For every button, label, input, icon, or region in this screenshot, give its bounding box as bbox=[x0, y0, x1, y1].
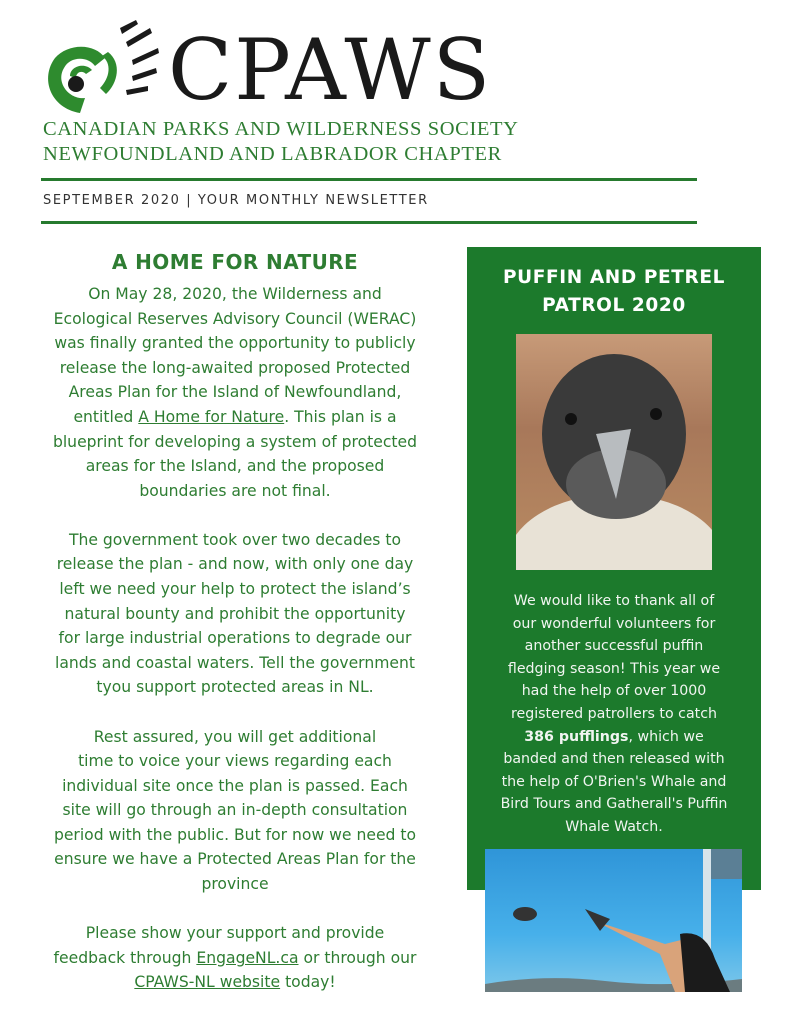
cpaws-logo-icon bbox=[40, 18, 170, 118]
text: today! bbox=[280, 973, 336, 992]
chapter-name: NEWFOUNDLAND AND LABRADOR CHAPTER bbox=[43, 143, 502, 165]
issue-line: SEPTEMBER 2020 | YOUR MONTHLY NEWSLETTER bbox=[43, 193, 429, 208]
main-article bbox=[26, 250, 444, 1019]
sidebar-text bbox=[467, 590, 761, 839]
release-photo bbox=[485, 849, 742, 992]
pufflings-count: 386 pufflings bbox=[524, 728, 629, 745]
org-name: CANADIAN PARKS AND WILDERNESS SOCIETY bbox=[43, 118, 519, 140]
divider bbox=[41, 221, 697, 224]
article-title: A HOME FOR NATURE bbox=[111, 250, 359, 274]
text: Please show your support and provide feedback through bbox=[53, 924, 385, 967]
cpaws-nl-website-link[interactable]: CPAWS-NL website bbox=[134, 973, 281, 992]
text: We would like to thank all of our wonderful volunteers for another successful puffin fledging season! This year we had the help of over 1000 registered patrollers to catch bbox=[507, 593, 721, 722]
text: or through our bbox=[303, 948, 417, 967]
paragraph-1 bbox=[26, 282, 444, 503]
puffin-patrol-sidebar bbox=[467, 247, 761, 890]
paragraph-2: The government took over two decades to release the plan - and now, with only one day left we need your help to protect the island’s natural bounty and prohibit the opportunity for large industrial operations to degrade our lands and coastal waters. Tell the government tyou support protected areas in NL. bbox=[55, 530, 415, 697]
divider bbox=[41, 178, 697, 181]
text: . This plan is a blueprint for developing a system of protected areas for the Island, and the proposed boundaries are not final. bbox=[52, 407, 418, 500]
paragraph-4 bbox=[26, 921, 444, 995]
text: , which we banded and then released with the help of O'Brien's Whale and Bird Tours and Gatherall's Puffin Whale Watch. bbox=[500, 728, 728, 835]
cpaws-wordmark: CPAWS bbox=[168, 21, 493, 119]
paragraph-3: Rest assured, you will get additional time to voice your views regarding each individual site once the plan is passed. Each site will go through an in-depth consultation period with the public. But for now we need to ensure we have a Protected Areas Plan for the province bbox=[53, 727, 417, 894]
sidebar-title: PUFFIN AND PETREL PATROL 2020 bbox=[503, 267, 725, 316]
puffin-photo bbox=[516, 334, 712, 570]
engagenl-link[interactable]: EngageNL.ca bbox=[196, 948, 299, 967]
home-for-nature-link[interactable]: A Home for Nature bbox=[138, 407, 285, 426]
text: On May 28, 2020, the Wilderness and Ecological Reserves Advisory Council (WERAC) was finally granted the opportunity to publicly release the long-awaited proposed Protected Areas Plan for the Island of Newfoundland, entitled bbox=[53, 285, 417, 426]
